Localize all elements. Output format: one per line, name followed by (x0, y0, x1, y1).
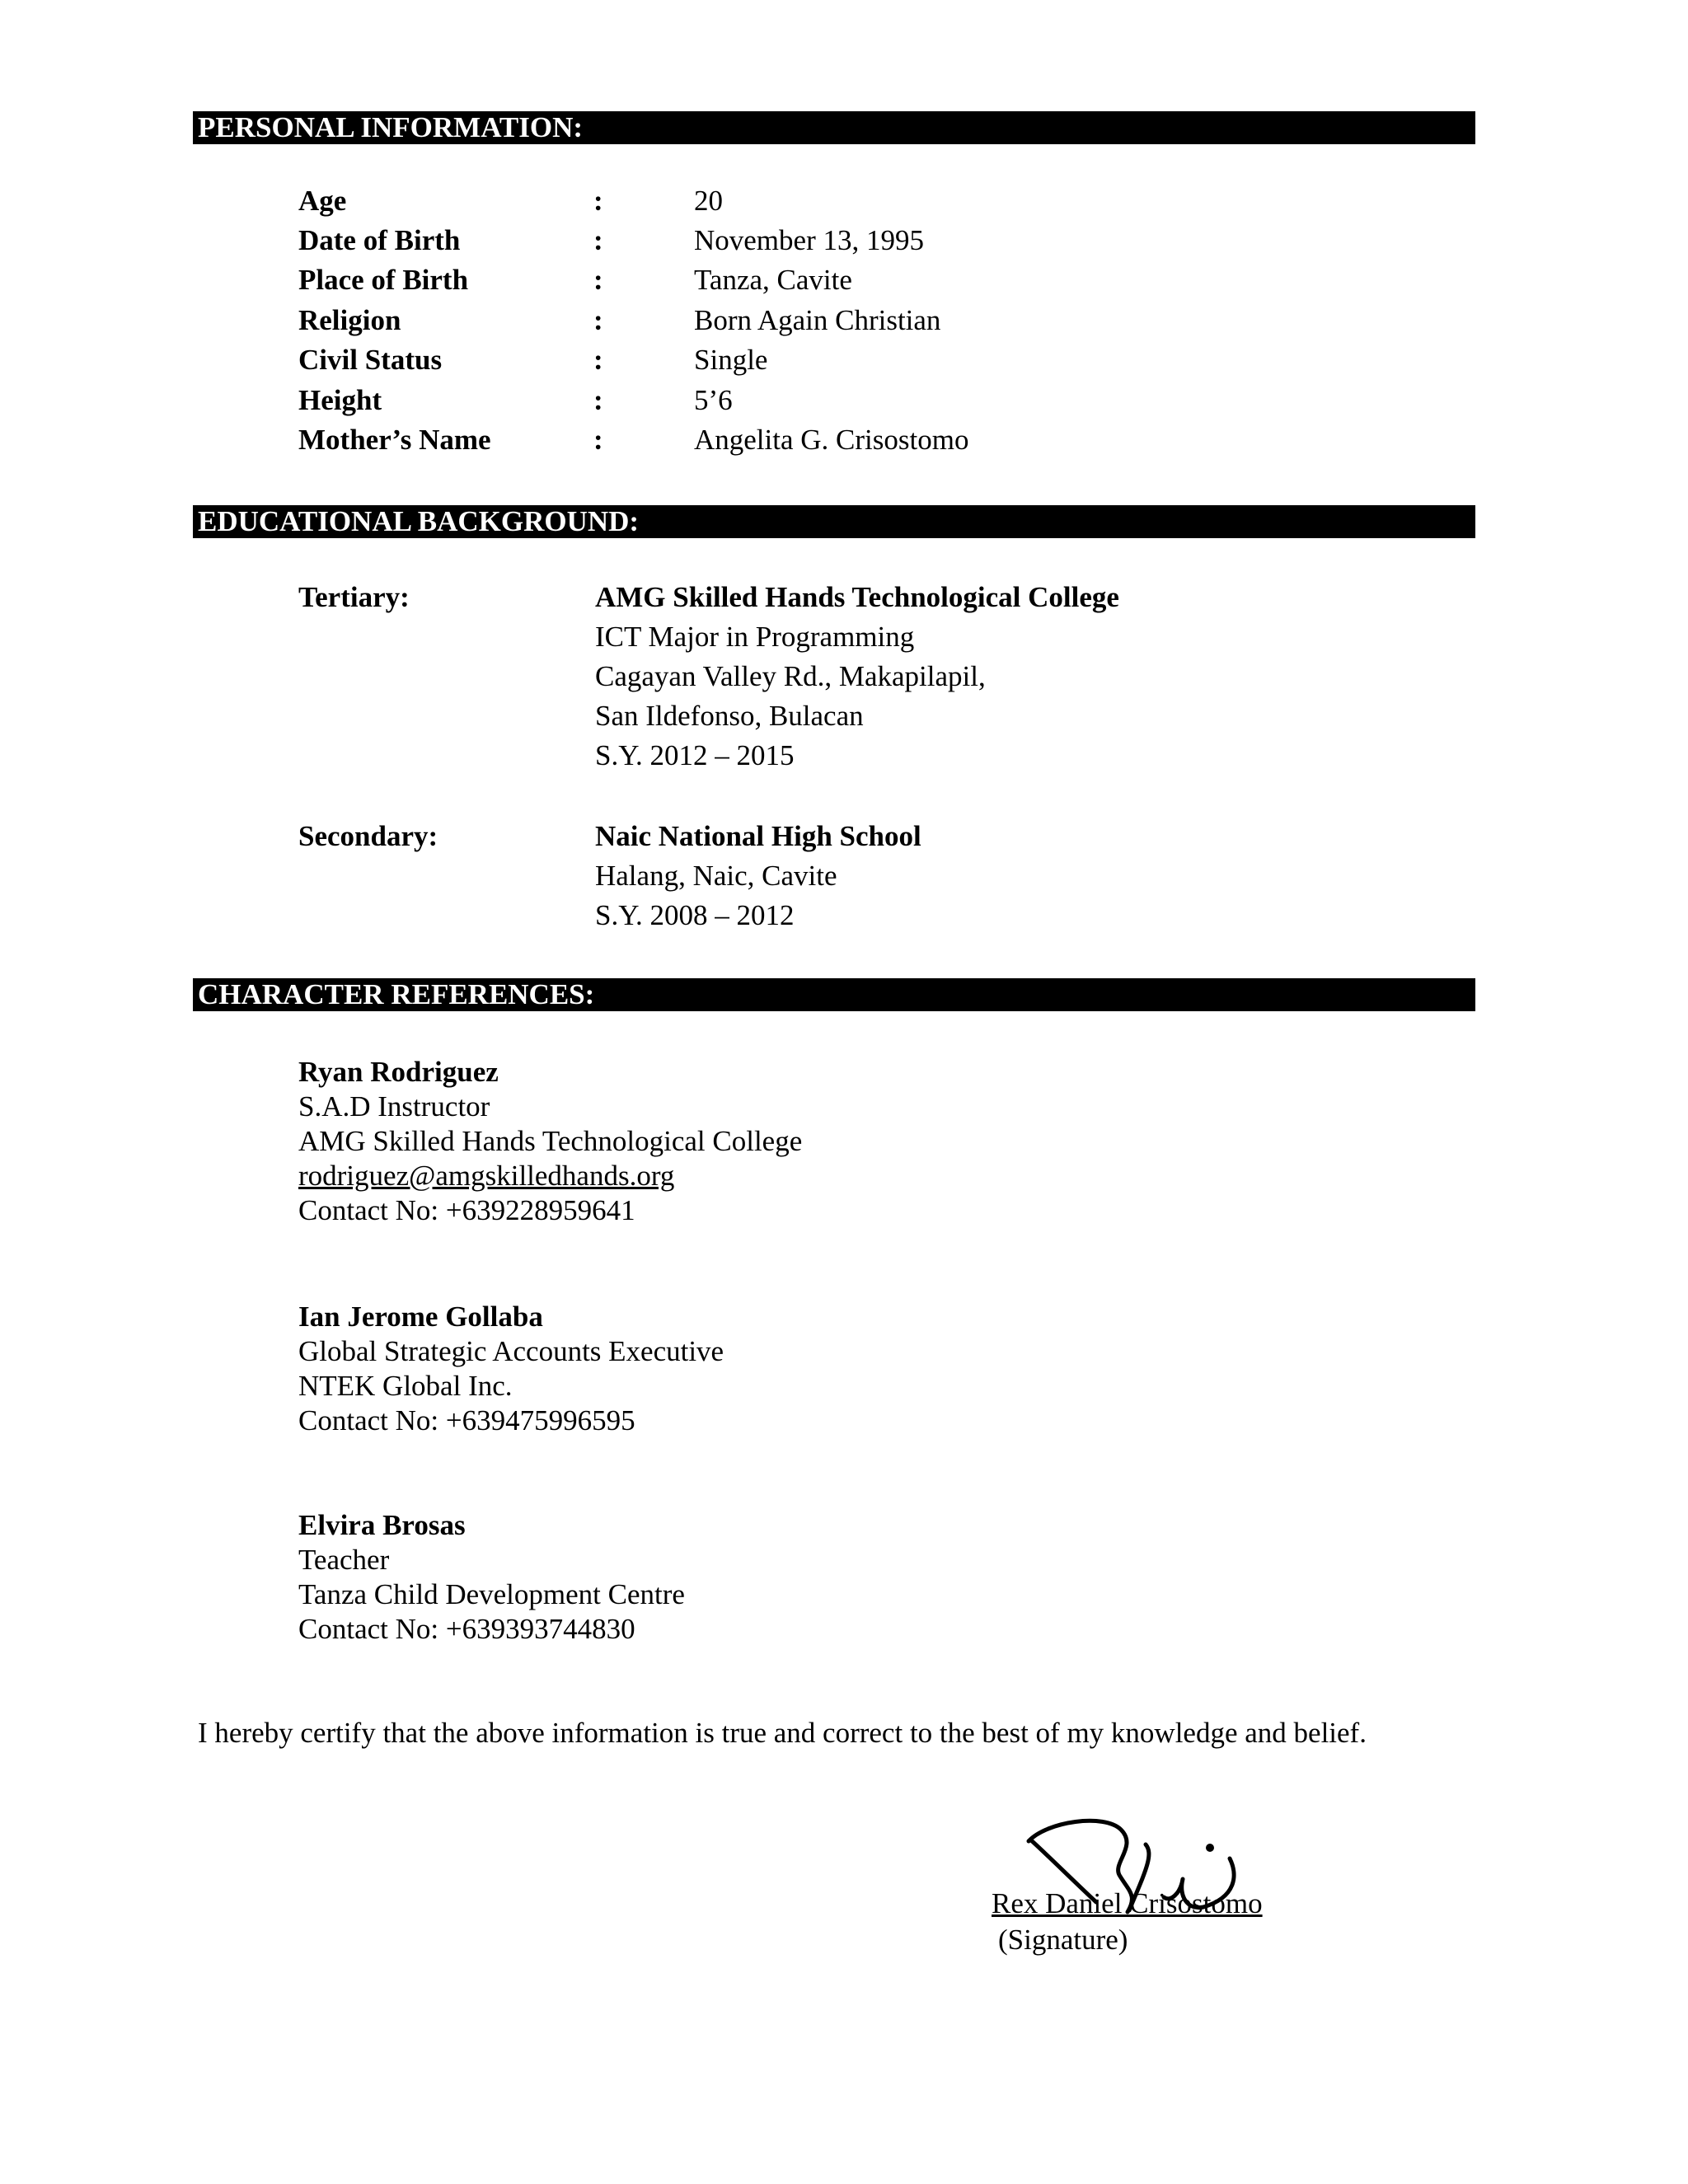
place-of-birth-value: Tanza, Cavite (694, 264, 852, 296)
religion-value: Born Again Christian (694, 304, 941, 336)
reference-1 (298, 1057, 802, 1230)
date-of-birth-label: Date of Birth (298, 224, 461, 256)
religion-label: Religion (298, 304, 401, 336)
tertiary-line: S.Y. 2012 – 2015 (595, 739, 795, 771)
reference-title: Teacher (298, 1544, 390, 1576)
reference-2 (298, 1302, 724, 1441)
reference-org: AMG Skilled Hands Technological College (298, 1125, 803, 1157)
height-value: 5’6 (694, 384, 733, 416)
age-value: 20 (694, 185, 723, 217)
secondary-line: S.Y. 2008 – 2012 (595, 899, 795, 931)
reference-title: S.A.D Instructor (298, 1090, 490, 1122)
height-label: Height (298, 384, 382, 416)
colon: : (593, 224, 603, 256)
reference-name: Elvira Brosas (298, 1509, 466, 1541)
tertiary-label: Tertiary: (298, 581, 410, 613)
tertiary-details (595, 583, 1119, 780)
date-of-birth-value: November 13, 1995 (694, 224, 924, 256)
colon: : (593, 344, 603, 376)
colon: : (593, 185, 603, 217)
personal-information-heading: PERSONAL INFORMATION: (193, 111, 1475, 144)
reference-name: Ian Jerome Gollaba (298, 1301, 543, 1333)
signature-caption: (Signature) (998, 1924, 1128, 1956)
educational-background-heading: EDUCATIONAL BACKGROUND: (193, 505, 1475, 538)
character-references-heading: CHARACTER REFERENCES: (193, 978, 1475, 1011)
tertiary-school: AMG Skilled Hands Technological College (595, 581, 1119, 613)
reference-3 (298, 1511, 685, 1649)
colon: : (593, 304, 603, 336)
signatory-name: Rex Daniel Crisostomo (992, 1887, 1263, 1919)
mothers-name-value: Angelita G. Crisostomo (694, 424, 969, 456)
secondary-line: Halang, Naic, Cavite (595, 860, 837, 892)
tertiary-line: Cagayan Valley Rd., Makapilapil, (595, 660, 986, 692)
colon: : (593, 384, 603, 416)
reference-org: Tanza Child Development Centre (298, 1578, 685, 1610)
tertiary-line: ICT Major in Programming (595, 621, 915, 653)
reference-contact: Contact No: +639393744830 (298, 1613, 635, 1645)
reference-title: Global Strategic Accounts Executive (298, 1335, 724, 1367)
reference-name: Ryan Rodriguez (298, 1056, 499, 1088)
reference-contact: Contact No: +639228959641 (298, 1194, 635, 1226)
secondary-label: Secondary: (298, 820, 438, 852)
secondary-details (595, 822, 921, 940)
reference-email-link[interactable]: rodriguez@amgskilledhands.org (298, 1160, 675, 1192)
colon: : (593, 424, 603, 456)
mothers-name-label: Mother’s Name (298, 424, 491, 456)
age-label: Age (298, 185, 347, 217)
certification-statement: I hereby certify that the above information is true and correct to the best of my knowledge and belief. (198, 1717, 1367, 1749)
civil-status-label: Civil Status (298, 344, 443, 376)
place-of-birth-label: Place of Birth (298, 264, 469, 296)
reference-org: NTEK Global Inc. (298, 1370, 513, 1402)
secondary-school: Naic National High School (595, 820, 921, 852)
civil-status-value: Single (694, 344, 768, 376)
colon: : (593, 264, 603, 296)
reference-contact: Contact No: +639475996595 (298, 1404, 635, 1436)
tertiary-line: San Ildefonso, Bulacan (595, 700, 864, 732)
